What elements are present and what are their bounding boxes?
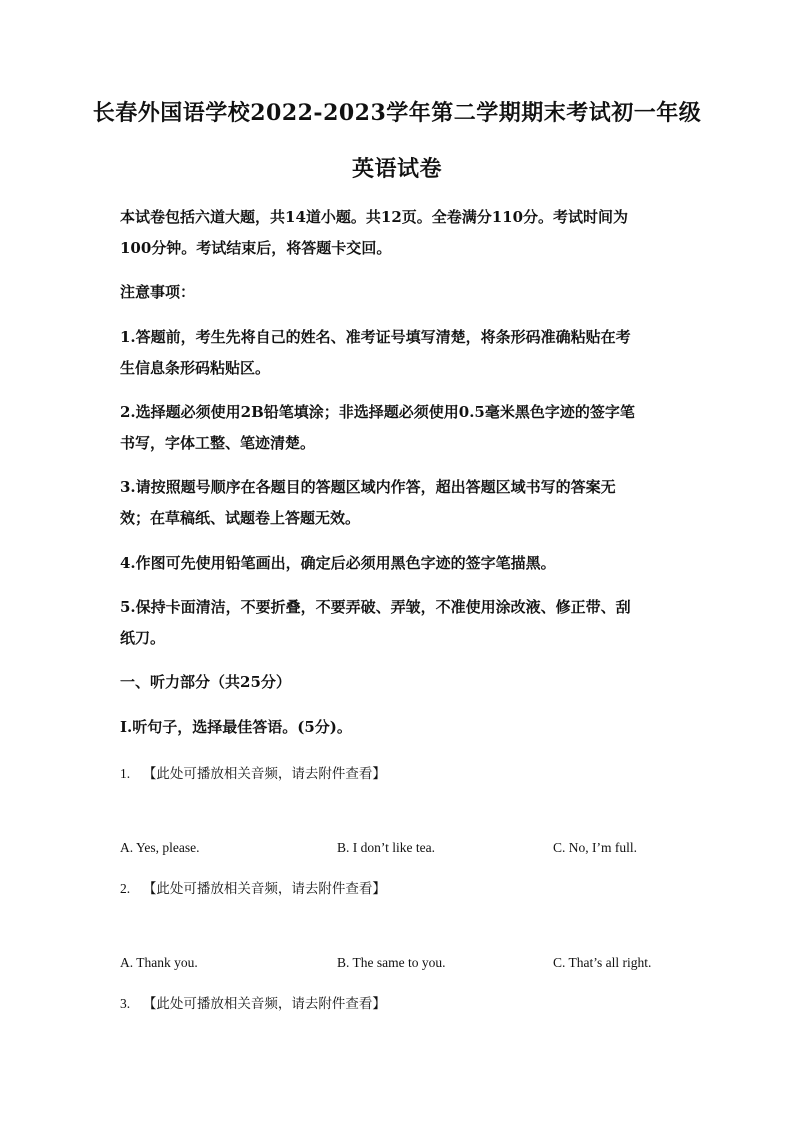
question-2-number: 2.	[120, 881, 131, 896]
note-5-line-1: 5.保持卡面清洁，不要折叠，不要弄破、弄皱，不准使用涂改液、修正带、刮	[120, 598, 631, 616]
note-1-line-2: 生信息条形码粘贴区。	[120, 359, 271, 377]
question-2-audio-link[interactable]: 【此处可播放相关音频，请去附件查看】	[142, 881, 386, 896]
question-3	[120, 992, 680, 1012]
intro-line-1: 本试卷包括六道大题，共14道小题。共12页。全卷满分110分。考试时间为	[120, 208, 629, 226]
note-2-line-1: 2.选择题必须使用2B铅笔填涂；非选择题必须使用0.5毫米黑色字迹的签字笔	[120, 403, 635, 421]
note-1	[120, 322, 676, 384]
question-1-option-b: B. I don’t like tea.	[337, 840, 435, 855]
note-4: 4.作图可先使用铅笔画出，确定后必须用黑色字迹的签字笔描黑。	[120, 554, 556, 572]
question-2-option-c: C. That’s all right.	[553, 955, 652, 970]
question-1	[120, 762, 680, 782]
note-3-line-1: 3.请按照题号顺序在各题目的答题区域内作答，超出答题区域书写的答案无	[120, 478, 616, 496]
question-3-audio-link[interactable]: 【此处可播放相关音频，请去附件查看】	[142, 996, 386, 1011]
exam-title-line2: 英语试卷	[351, 156, 442, 182]
part-1-heading: I.听句子，选择最佳答语。(5分)。	[120, 718, 352, 736]
question-1-number: 1.	[120, 766, 131, 781]
question-1-audio-link[interactable]: 【此处可播放相关音频，请去附件查看】	[142, 766, 386, 781]
question-1-option-a: A. Yes, please.	[120, 840, 200, 855]
intro-paragraph	[120, 202, 676, 264]
note-2-line-2: 书写，字体工整、笔迹清楚。	[120, 434, 316, 452]
question-3-number: 3.	[120, 996, 131, 1011]
note-3-line-2: 效；在草稿纸、试题卷上答题无效。	[120, 509, 361, 527]
note-5-line-2: 纸刀。	[120, 629, 166, 647]
note-5	[120, 592, 676, 654]
question-2	[120, 877, 680, 897]
intro-line-2: 100分钟。考试结束后，将答题卡交回。	[120, 239, 392, 257]
note-1-line-1: 1.答题前，考生先将自己的姓名、准考证号填写清楚，将条形码准确粘贴在考	[120, 328, 631, 346]
section-1-heading: 一、听力部分（共25分）	[120, 673, 291, 691]
exam-title-line1: 长春外国语学校2022-2023学年第二学期期末考试初一年级	[92, 100, 702, 126]
note-3	[120, 472, 676, 534]
question-2-option-a: A. Thank you.	[120, 955, 198, 970]
question-2-option-b: B. The same to you.	[337, 955, 446, 970]
question-1-option-c: C. No, I’m full.	[553, 840, 637, 855]
note-2	[120, 397, 676, 459]
notes-heading: 注意事项：	[120, 283, 196, 301]
